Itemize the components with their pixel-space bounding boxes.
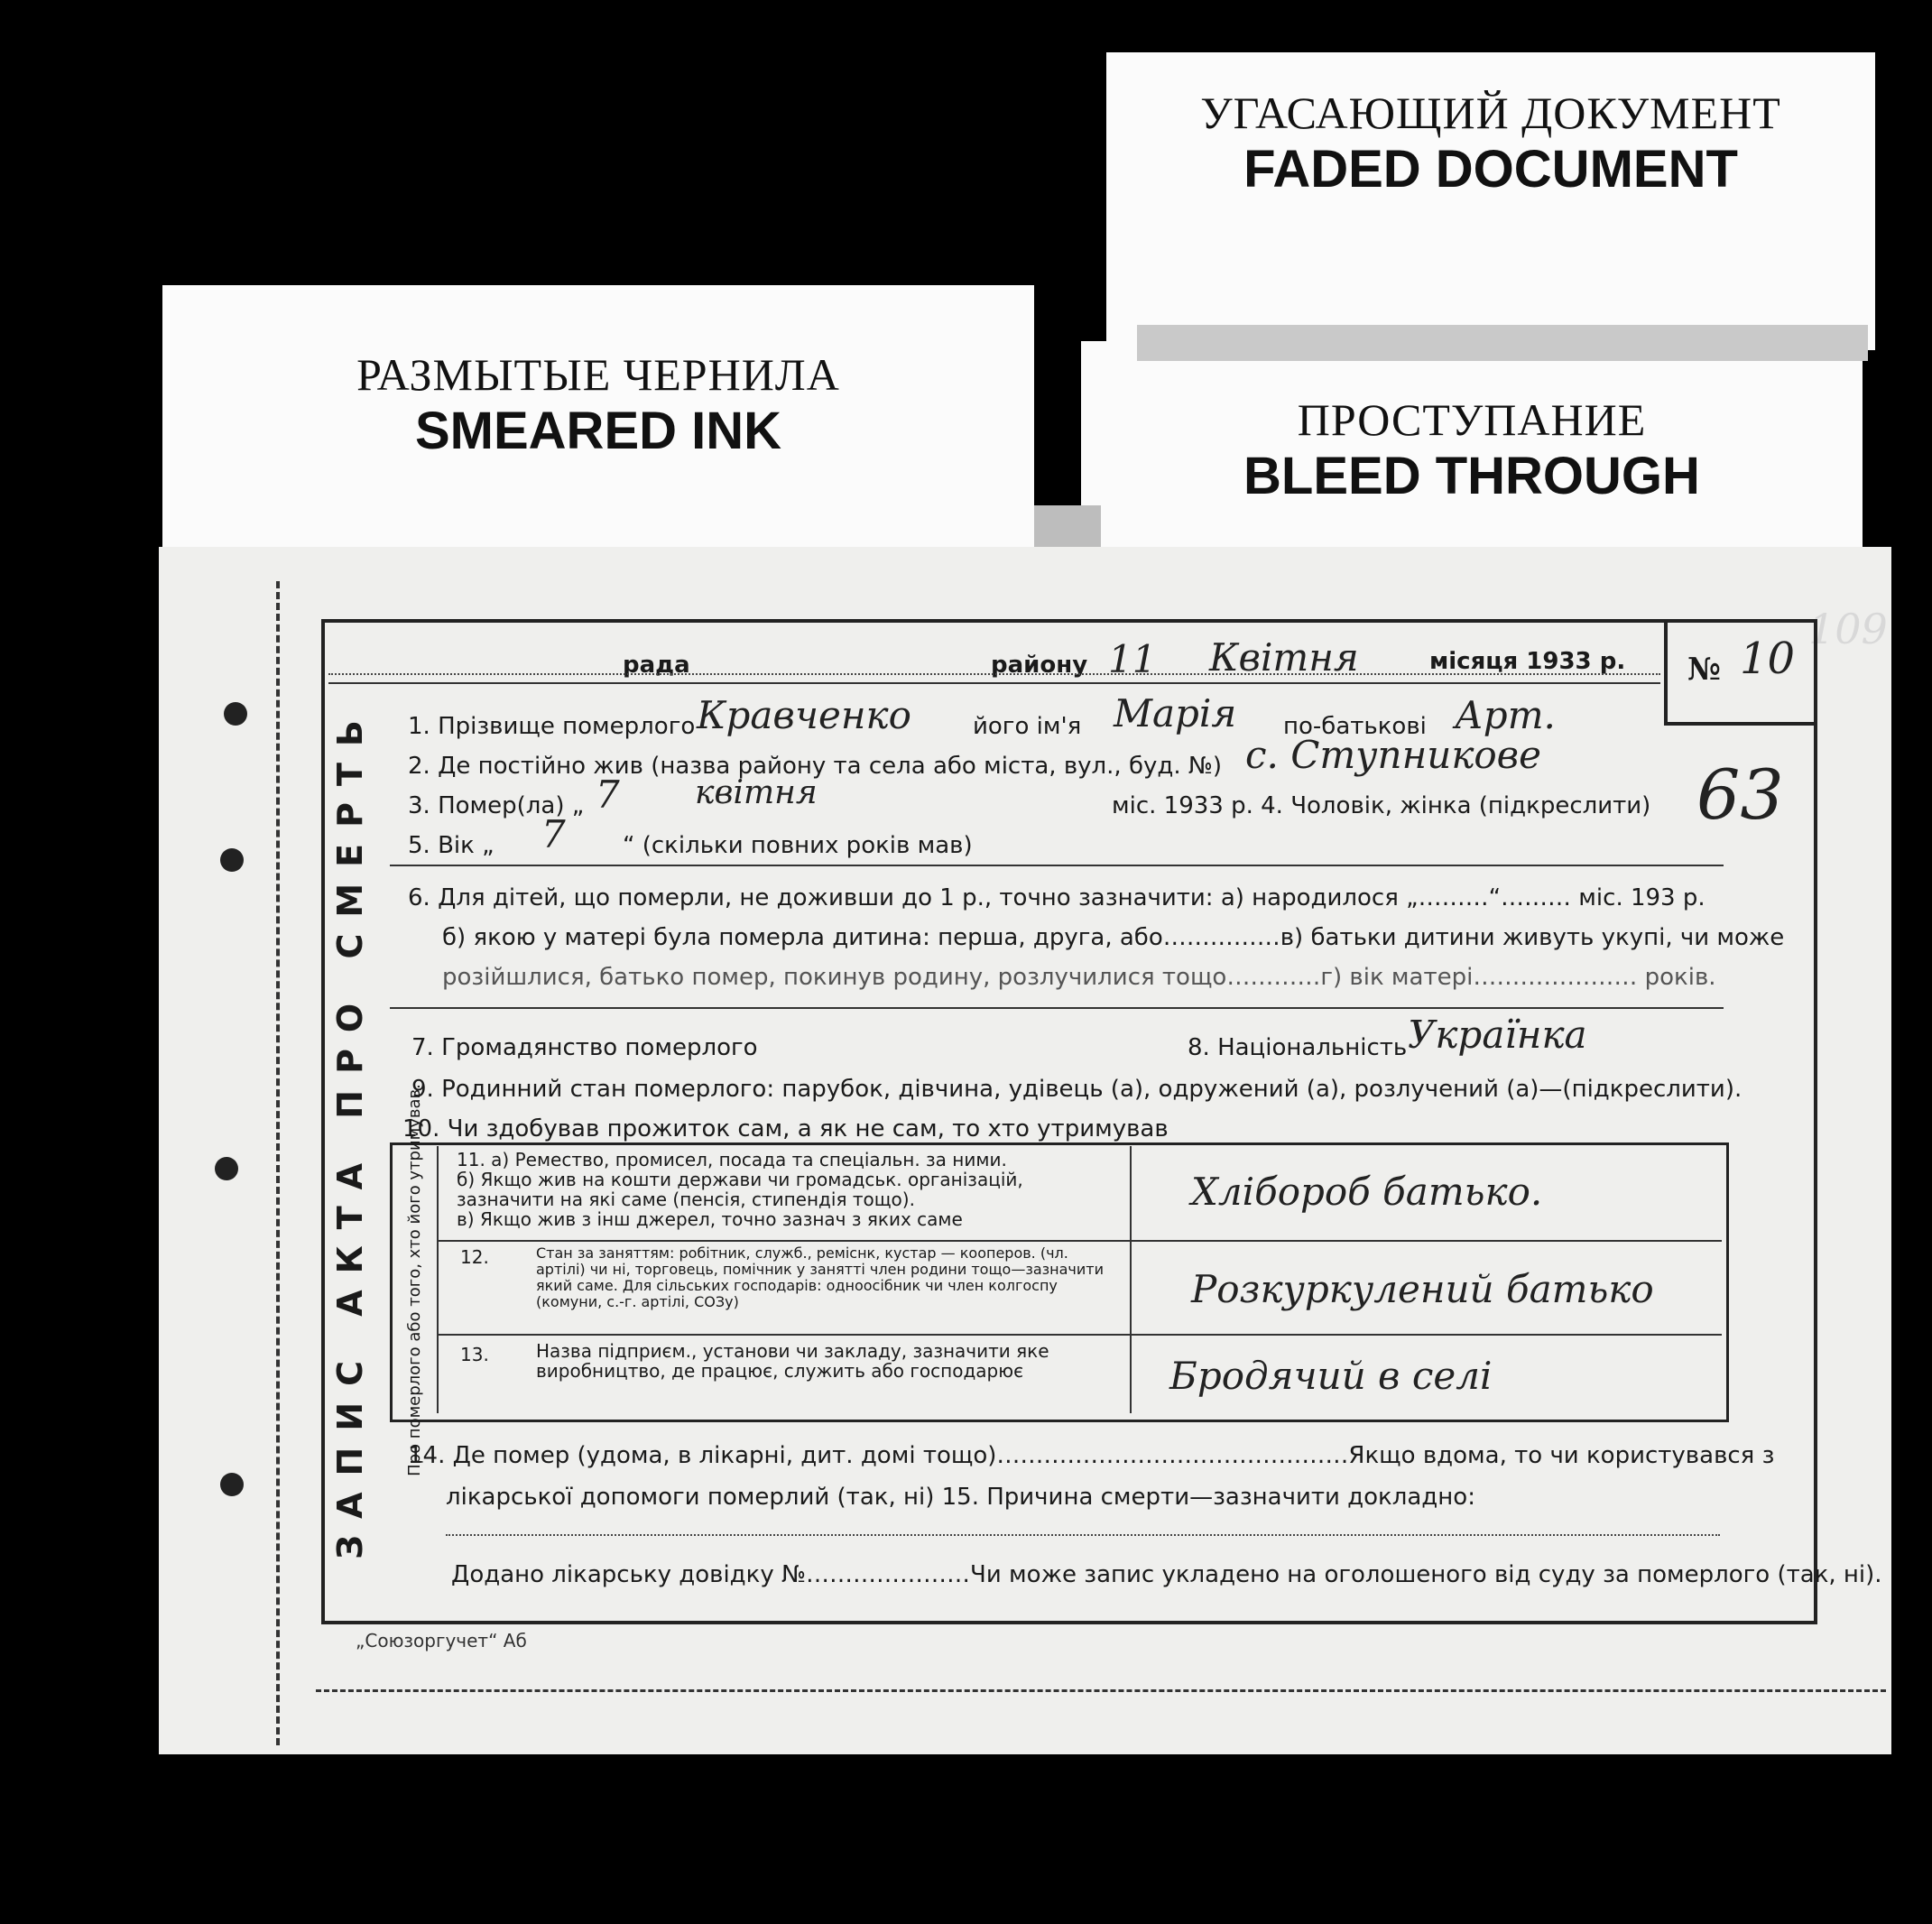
- age-label: 5. Вік „: [408, 832, 495, 859]
- bleed-label-en: BLEED THROUGH: [1243, 447, 1700, 505]
- faded-label-ru: УГАСАЮЩИЙ ДОКУМЕНТ: [1200, 88, 1781, 138]
- patronymic-label: по-батькові: [1283, 713, 1427, 740]
- smeared-label-en: SMEARED INK: [414, 402, 782, 460]
- row-11-handwritten: Хлібороб батько.: [1191, 1170, 1543, 1214]
- name-value: Марія: [1114, 691, 1237, 735]
- surname-value: Кравченко: [697, 693, 911, 737]
- cause-of-death-line: [446, 1534, 1720, 1536]
- bleed-through-label: [1081, 341, 1863, 578]
- punch-hole: [220, 1473, 244, 1496]
- section-divider: [390, 865, 1724, 866]
- age-rest: “ (скільки повних років мав): [623, 832, 973, 859]
- place-of-death-line: 14. Де помер (удома, в лікарні, дит. домі тощо)………………………………………Якщо вдома, то чи користувався з: [408, 1442, 1775, 1469]
- printer-imprint: „Союзоргучет“ Аб: [356, 1630, 527, 1651]
- month-handwritten: Квітня: [1209, 635, 1359, 680]
- row-divider: [439, 1240, 1722, 1242]
- medical-certificate-line: Додано лікарську довідку №…………………Чи може запис укладено на оголошеного від суду за померлого (так, ні).: [451, 1561, 1882, 1588]
- punch-hole: [215, 1157, 238, 1180]
- marital-status-line: 9. Родинний стан померлого: парубок, дівчина, удівець (а), одружений (а), розлучений (а)—(підкреслити).: [411, 1076, 1742, 1103]
- underlying-paper-edge: [1137, 325, 1868, 361]
- punch-hole: [224, 702, 247, 726]
- children-line-c: розійшлися, батько помер, покинув родину, розлучилися тощо…………г) вік матері………………… років.: [442, 964, 1716, 991]
- age-value: 7: [541, 812, 566, 856]
- nationality-value: Українка: [1408, 1013, 1587, 1057]
- header-underline: [328, 673, 1660, 675]
- row-13-handwritten: Бродячий в селі: [1169, 1354, 1493, 1398]
- faded-document-label: [1106, 52, 1875, 350]
- row-12-number: 12.: [460, 1246, 489, 1268]
- record-number: 10: [1740, 634, 1796, 684]
- rada-label: рада: [623, 652, 690, 679]
- livelihood-line: 10. Чи здобував прожиток сам, а як не сам, то хто утримував: [402, 1115, 1169, 1142]
- faded-label-en: FADED DOCUMENT: [1243, 140, 1738, 199]
- death-day-value: 7: [596, 772, 620, 817]
- bleed-label-ru: ПРОСТУПАНИЕ: [1297, 394, 1647, 445]
- children-line-a: 6. Для дітей, що померли, не доживши до 1 р., точно зазначити: а) народилося „………“……… міс. 193 р.: [408, 884, 1706, 911]
- death-date-label: 3. Помер(ла) „: [408, 792, 585, 819]
- number-label: №: [1687, 652, 1721, 688]
- column-divider: [437, 1146, 439, 1413]
- vertical-form-title: ЗАПИС АКТА ПРО СМЕРТЬ: [330, 704, 370, 1559]
- residence-label: 2. Де постійно жив (назва району та села або міста, вул., буд. №): [408, 753, 1223, 780]
- surname-label: 1. Прізвище померлого: [408, 713, 696, 740]
- residence-value: с. Ступникове: [1245, 733, 1541, 777]
- margin-number: 63: [1696, 754, 1784, 835]
- day-handwritten: 11: [1108, 637, 1157, 681]
- header-divider: [328, 682, 1660, 684]
- medical-help-line: лікарської допомоги померлий (так, ні) 15. Причина смерти—зазначити докладно:: [446, 1484, 1475, 1511]
- page-number: 109: [1808, 605, 1888, 653]
- citizenship-label: 7. Громадянство померлого: [411, 1034, 758, 1061]
- death-month-value: квітня: [695, 774, 818, 811]
- smeared-label-ru: РАЗМЫТЫЕ ЧЕРНИЛА: [356, 349, 840, 400]
- occupation-side-label: Про померлого або того, хто його утримував.: [404, 1083, 424, 1476]
- perforation-line: [276, 581, 280, 1745]
- children-line-b: б) якою у матері була померла дитина: перша, друга, або……………в) батьки дитини живуть укупі, чи може: [442, 924, 1785, 951]
- death-date-rest: міс. 1933 р. 4. Чоловік, жінка (підкреслити): [1112, 792, 1651, 819]
- smeared-ink-label: [162, 285, 1034, 547]
- tear-line: [316, 1689, 1886, 1692]
- row-12-handwritten: Розкуркулений батько: [1191, 1267, 1654, 1311]
- record-number-box: [1664, 621, 1814, 726]
- column-divider: [1130, 1146, 1132, 1413]
- row-divider: [439, 1334, 1722, 1336]
- row-11-text: 11. а) Ремество, промисел, посада та спеціальн. за ними. б) Якщо жив на кошти держави чи громадськ. організацій, зазначити на які саме (пенсія, стипендія тощо). в) Якщо жив з інш джерел, точно зазнач з яких саме: [457, 1149, 1023, 1230]
- month-year-label: місяця 1933 р.: [1429, 648, 1626, 675]
- row-13-text: Назва підприєм., установи чи закладу, зазначити яке виробництво, де працює, служить або господарює: [536, 1340, 1049, 1382]
- patronymic-value: Арт.: [1455, 693, 1556, 737]
- name-label: його ім'я: [973, 713, 1082, 740]
- rayon-label: району: [991, 652, 1088, 679]
- punch-hole: [220, 848, 244, 872]
- row-12-text: Стан за заняттям: робітник, служб., реміснк, кустар — кооперов. (чл. артілі) чи ні, торговець, помічник у занятті член родини тощо—зазначити який саме. Для сільських господарів: одноосібник чи член колгоспу (комуни, с.-г. артілі, СОЗу): [536, 1244, 1104, 1310]
- nationality-label: 8. Національність: [1188, 1034, 1408, 1061]
- row-13-number: 13.: [460, 1344, 489, 1365]
- section-divider: [390, 1007, 1724, 1009]
